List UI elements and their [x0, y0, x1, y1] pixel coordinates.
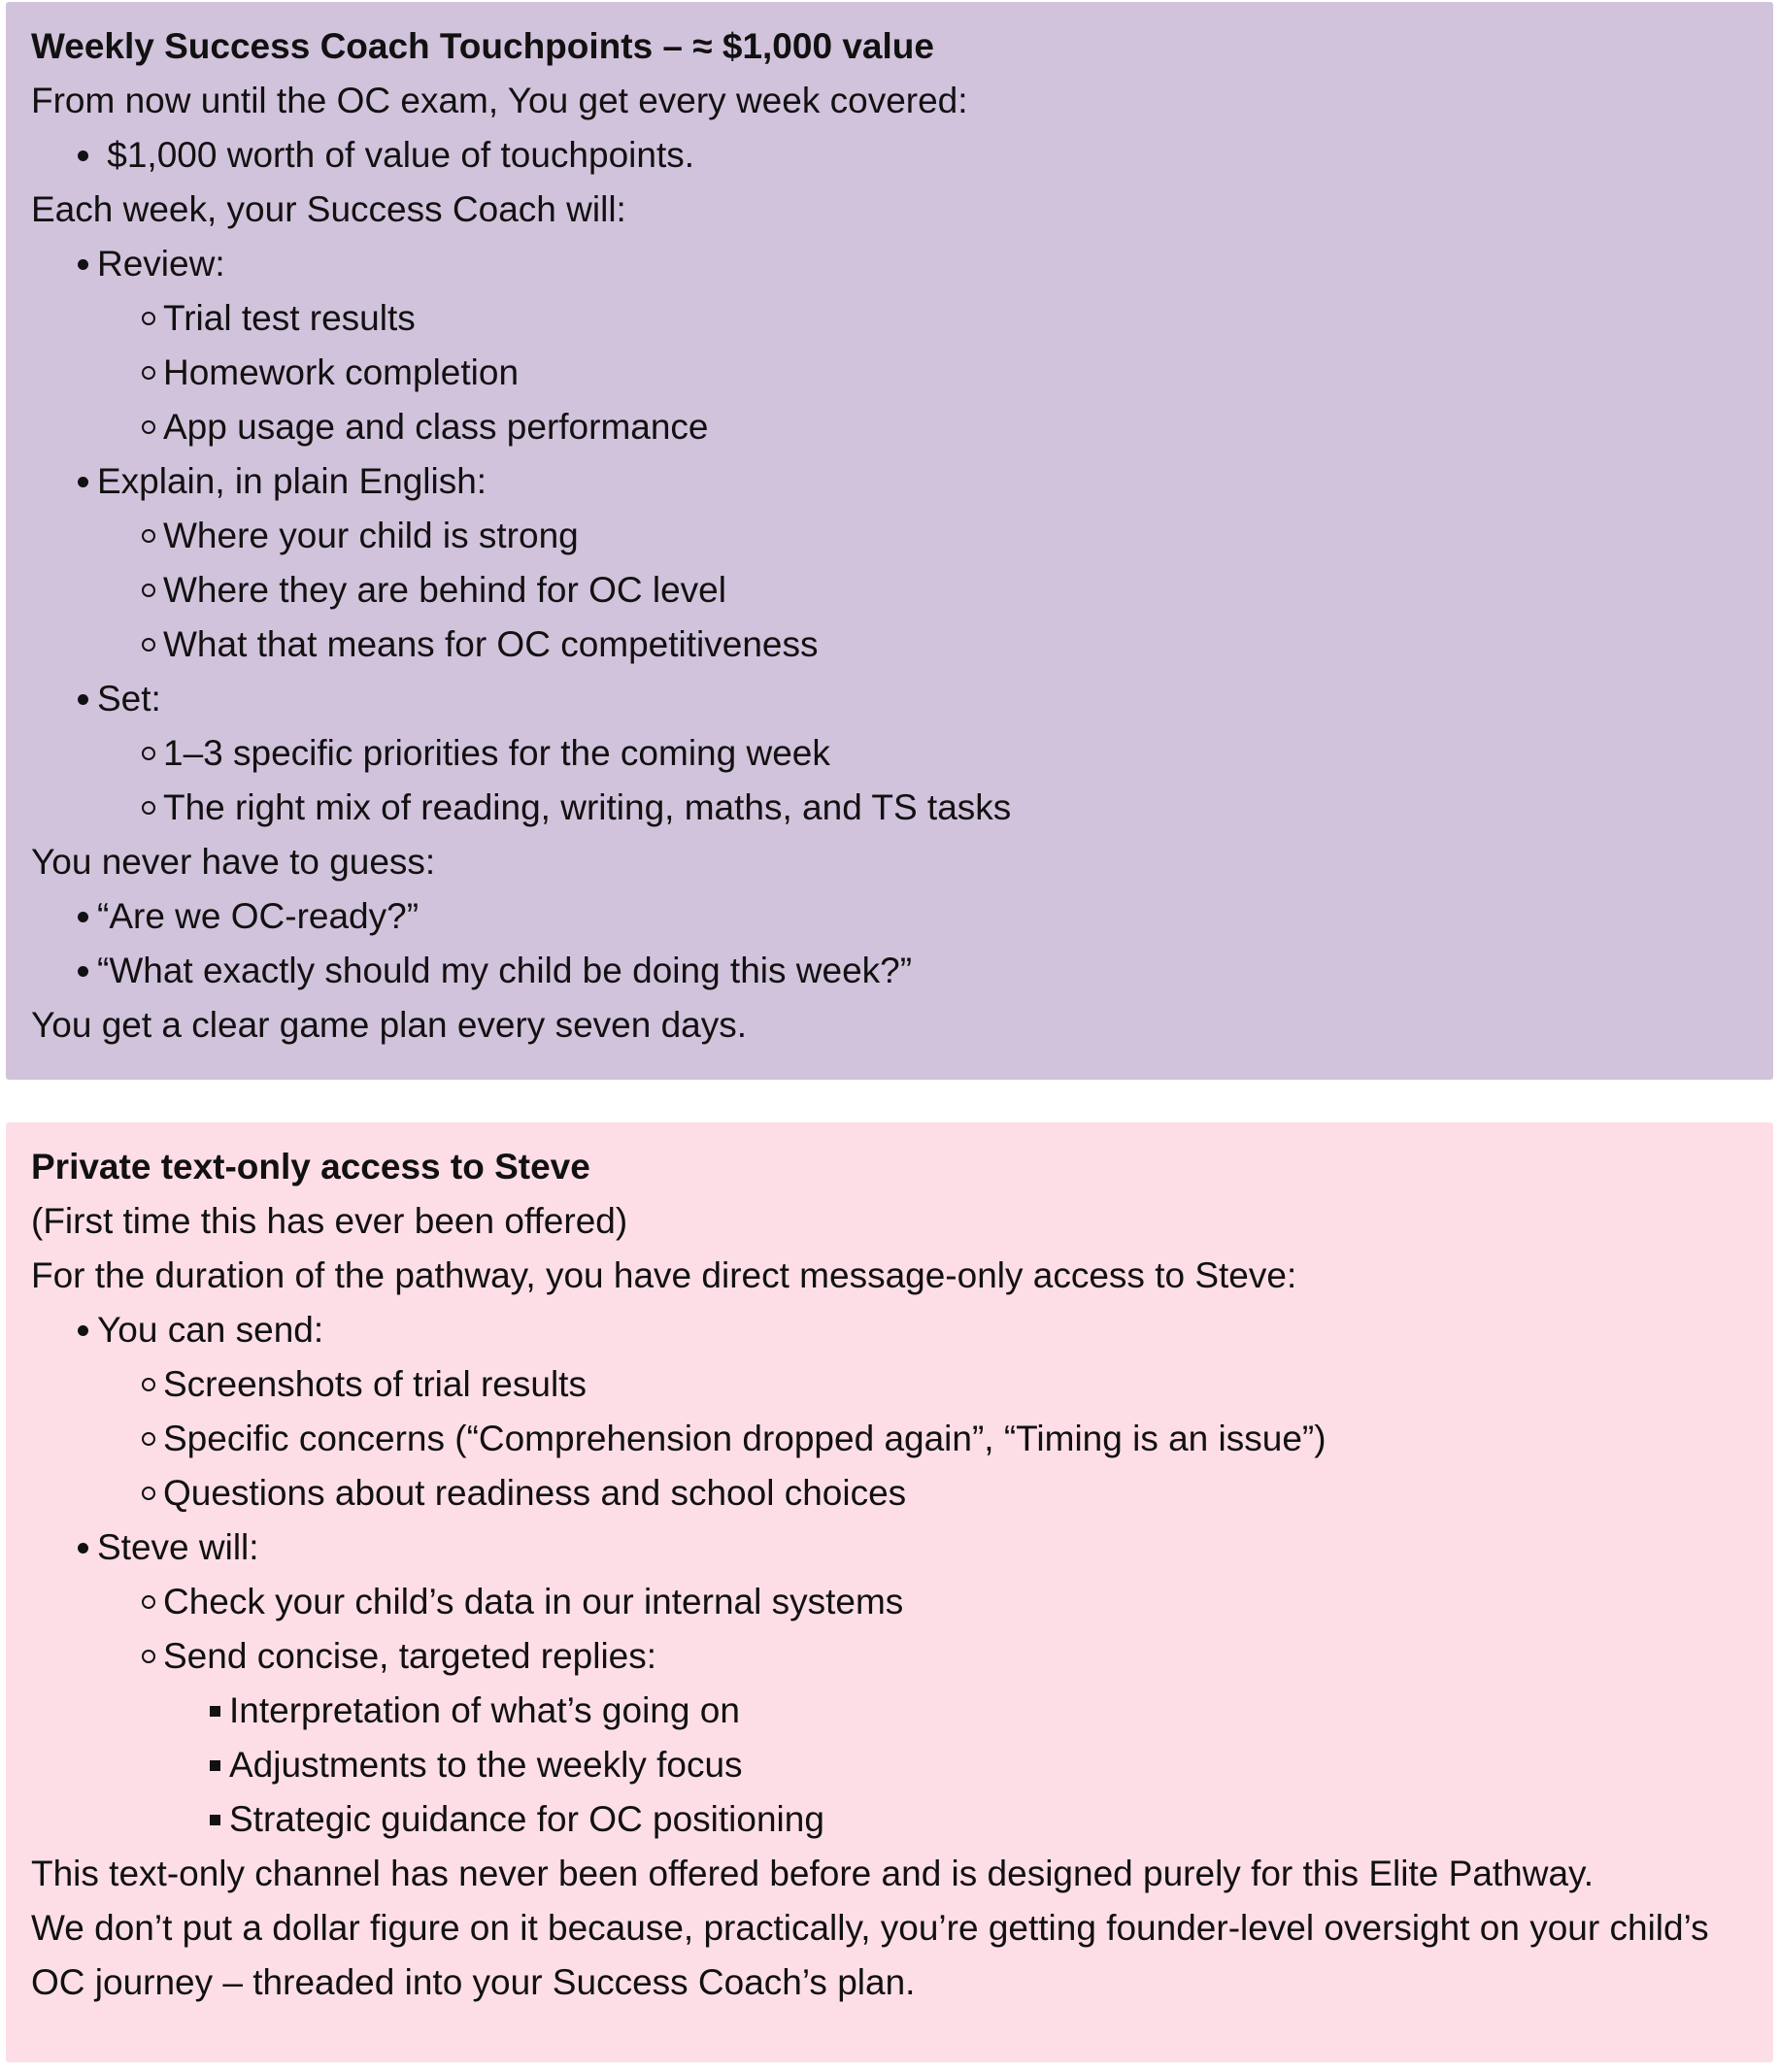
- list-item: [31, 128, 1748, 183]
- list-item: [31, 618, 1748, 672]
- bullet-circle-icon: [134, 346, 163, 400]
- steve-closing: We don’t put a dollar figure on it because, practically, you’re getting founder-level oversight on your child’s OC journey – threaded into your Success Coach’s plan.: [31, 1908, 1709, 2002]
- list-item: [31, 454, 1748, 509]
- bullet-dot-icon: [68, 454, 97, 509]
- bullet-dot-icon: [68, 1521, 97, 1575]
- steve-subtitle: (First time this has ever been offered): [31, 1201, 628, 1241]
- steve-title: Private text-only access to Steve: [31, 1147, 590, 1186]
- list-item: [31, 889, 1748, 944]
- list-item: [31, 672, 1748, 726]
- steve-access-panel: [6, 1122, 1773, 2062]
- send-item: Specific concerns (“Comprehension dropped again”, “Timing is an issue”): [163, 1419, 1327, 1458]
- bullet-circle-icon: [134, 563, 163, 618]
- list-item: [31, 1303, 1748, 1357]
- set-item: 1–3 specific priorities for the coming week: [163, 733, 830, 773]
- will-check-text: Check your child’s data in our internal systems: [163, 1582, 904, 1621]
- reply-item: Strategic guidance for OC positioning: [229, 1799, 824, 1839]
- list-item: [31, 237, 1748, 291]
- bullet-circle-icon: [134, 1357, 163, 1412]
- bullet-dot-icon: [68, 672, 97, 726]
- bullet-circle-icon: [134, 1466, 163, 1521]
- set-item: The right mix of reading, writing, maths, and TS tasks: [163, 787, 1012, 827]
- list-item: [31, 291, 1748, 346]
- list-item: [31, 781, 1748, 835]
- review-item: Homework completion: [163, 352, 520, 392]
- will-send-text: Send concise, targeted replies:: [163, 1636, 657, 1676]
- explain-item: What that means for OC competitiveness: [163, 624, 819, 664]
- never-guess-text: You never have to guess:: [31, 842, 436, 882]
- bullet-square-icon: [200, 1792, 229, 1847]
- explain-item: Where your child is strong: [163, 516, 579, 555]
- list-item: [31, 509, 1748, 563]
- bullet-circle-icon: [134, 1575, 163, 1629]
- bullet-dot-icon: [68, 889, 97, 944]
- review-label: Review:: [97, 244, 225, 284]
- bullet-dot-icon: [68, 944, 97, 998]
- list-item: [31, 1357, 1748, 1412]
- list-item: [31, 944, 1748, 998]
- coach-closing: You get a clear game plan every seven days.: [31, 1005, 748, 1045]
- channel-note: This text-only channel has never been offered before and is designed purely for this Elite Pathway.: [31, 1854, 1595, 1893]
- guess-item: “What exactly should my child be doing this week?”: [97, 951, 913, 990]
- steve-intro: For the duration of the pathway, you have direct message-only access to Steve:: [31, 1255, 1297, 1295]
- list-item: [31, 1575, 1748, 1629]
- list-item: [31, 1792, 1748, 1847]
- reply-item: Interpretation of what’s going on: [229, 1690, 740, 1730]
- bullet-circle-icon: [134, 291, 163, 346]
- list-item: [31, 563, 1748, 618]
- explain-item: Where they are behind for OC level: [163, 570, 726, 610]
- list-item: [31, 1466, 1748, 1521]
- coach-title: Weekly Success Coach Touchpoints – ≈ $1,000 value: [31, 26, 934, 66]
- list-item: [31, 400, 1748, 454]
- bullet-dot-icon: [68, 128, 97, 183]
- success-coach-panel: [6, 2, 1773, 1080]
- reply-item: Adjustments to the weekly focus: [229, 1745, 743, 1785]
- covered-item-text: $1,000 worth of value of touchpoints.: [97, 135, 695, 175]
- guess-item: “Are we OC-ready?”: [97, 896, 420, 936]
- explain-label: Explain, in plain English:: [97, 461, 487, 501]
- bullet-circle-icon: [134, 509, 163, 563]
- review-item: App usage and class performance: [163, 407, 709, 447]
- bullet-circle-icon: [134, 618, 163, 672]
- send-label: You can send:: [97, 1310, 324, 1350]
- list-item: [31, 1521, 1748, 1575]
- send-item: Questions about readiness and school choices: [163, 1473, 907, 1513]
- bullet-circle-icon: [134, 1629, 163, 1684]
- bullet-circle-icon: [134, 400, 163, 454]
- send-item: Screenshots of trial results: [163, 1364, 587, 1404]
- bullet-square-icon: [200, 1738, 229, 1792]
- bullet-dot-icon: [68, 1303, 97, 1357]
- list-item: [31, 1684, 1748, 1738]
- review-item: Trial test results: [163, 298, 416, 338]
- bullet-square-icon: [200, 1684, 229, 1738]
- list-item: [31, 726, 1748, 781]
- bullet-circle-icon: [134, 726, 163, 781]
- set-label: Set:: [97, 679, 161, 719]
- coach-intro: From now until the OC exam, You get every week covered:: [31, 81, 968, 120]
- bullet-circle-icon: [134, 781, 163, 835]
- list-item: [31, 1629, 1748, 1684]
- list-item: [31, 1412, 1748, 1466]
- list-item: [31, 346, 1748, 400]
- bullet-circle-icon: [134, 1412, 163, 1466]
- list-item: [31, 1738, 1748, 1792]
- each-week-text: Each week, your Success Coach will:: [31, 189, 626, 229]
- will-label: Steve will:: [97, 1527, 259, 1567]
- bullet-dot-icon: [68, 237, 97, 291]
